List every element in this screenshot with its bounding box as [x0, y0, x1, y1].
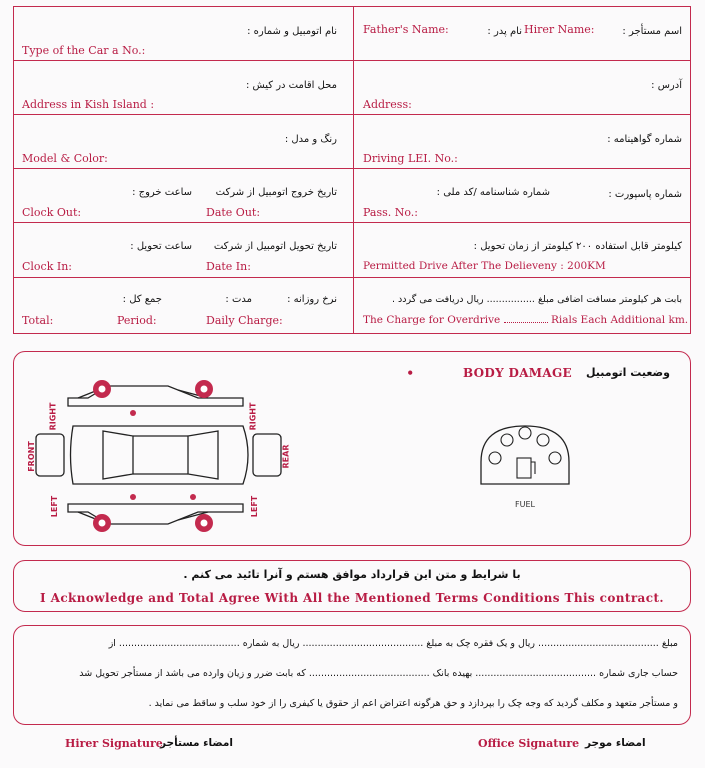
date-in-label-fa: تاریخ تحویل اتومبیل از شرکت — [213, 241, 337, 252]
fuel-label: FUEL — [515, 500, 535, 509]
clock-in-label-fa: ساعت تحویل : — [130, 241, 192, 252]
cheque-section — [13, 625, 691, 725]
clock-out-label-fa: ساعت خروج : — [132, 187, 192, 198]
daily-charge-label-fa: نرخ روزانه : — [287, 294, 337, 305]
fuel-gauge[interactable] — [477, 422, 573, 502]
acknowledge-section — [13, 560, 691, 612]
label-left-2: LEFT — [250, 495, 260, 518]
permitted-drive-label: Permitted Drive After The Delieveny : 200KM — [363, 260, 606, 272]
permitted-drive-label-fa: کیلومتر قابل استفاده ۲۰۰ کیلومتر از زمان تحویل : — [473, 241, 682, 252]
hirer-name-label: Hirer Name: — [524, 23, 595, 36]
license-label-fa: شماره گواهینامه : — [607, 134, 682, 145]
national-id-label-fa: شماره شناسنامه /کد ملی : — [436, 187, 550, 198]
father-name-label: Father's Name: — [363, 23, 449, 36]
date-in-label: Date In: — [206, 260, 251, 273]
model-color-label-fa: رنگ و مدل : — [284, 134, 337, 145]
car-rear-outline — [253, 434, 281, 476]
model-color-label: Model & Color: — [22, 152, 108, 165]
address-label: Address: — [363, 98, 412, 111]
kish-address-label-fa: محل اقامت در کیش : — [245, 80, 337, 91]
contract-info-grid — [13, 6, 691, 334]
date-out-label-fa: تاریخ خروج اتومبیل از شرکت — [215, 187, 337, 198]
daily-charge-label: Daily Charge: — [206, 314, 283, 327]
hirer-signature-label: Hirer Signature — [65, 737, 163, 750]
hirer-signature-label-fa: امضاء مستأجر — [160, 737, 233, 749]
address-label-fa: آدرس : — [651, 80, 682, 91]
cheque-line-3: و مستأجر متعهد و مکلف گردید که وجه چک را بپردازد و حق هرگونه اعتراض اعم از حقوق یا کیفری را از خود سلب و ساقط می نماید . — [148, 698, 678, 709]
clock-in-label: Clock In: — [22, 260, 73, 273]
overdrive-charge-label-fa: بابت هر کیلومتر مسافت اضافی مبلغ ................ ریال دریافت می گردد . — [392, 294, 682, 305]
car-type-label: Type of the Car a No.: — [22, 44, 146, 57]
passport-label: Pass. No.: — [363, 206, 419, 219]
acknowledge-text-fa: با شرایط و متن این قرارداد موافق هستم و آنرا تائید می کنم . — [183, 568, 521, 581]
body-damage-title: BODY DAMAGE — [463, 366, 572, 380]
car-type-label-fa: نام اتومبیل و شماره : — [247, 26, 337, 37]
license-label: Driving LEI. No.: — [363, 152, 458, 165]
damage-mark-2 — [130, 494, 136, 500]
office-signature-label: Office Signature — [478, 737, 580, 750]
bullet: • — [406, 366, 414, 380]
car-top-outline — [71, 426, 249, 484]
body-damage-title-fa: وضعیت اتومبیل — [585, 366, 670, 379]
total-label: Total: — [22, 314, 54, 327]
overdrive-charge-label: The Charge for Overdrive Rials Each Additional km. — [363, 314, 689, 326]
cheque-line-2: حساب جاری شماره ........................................ بهیده بانک ........................................ که بابت ضرر و زیان وارده می باشد از مستأجر تحویل شد — [79, 668, 678, 679]
damage-mark-1 — [130, 410, 136, 416]
clock-out-label: Clock Out: — [22, 206, 82, 219]
label-left-1: LEFT — [50, 495, 60, 518]
label-right-2: RIGHT — [248, 402, 258, 431]
car-front-outline — [36, 434, 64, 476]
label-right-1: RIGHT — [48, 402, 58, 431]
label-front: FRONT — [26, 441, 36, 472]
acknowledge-text: I Acknowledge and Total Agree With All the Mentioned Terms Conditions This contract. — [40, 591, 664, 605]
kish-address-label: Address in Kish Island : — [22, 98, 155, 111]
damage-mark-3 — [190, 494, 196, 500]
body-damage-section — [13, 351, 691, 546]
period-label-fa: مدت : — [225, 294, 252, 305]
passport-label-fa: شماره پاسپورت : — [608, 189, 682, 200]
period-label: Period: — [117, 314, 157, 327]
hirer-name-label-fa: اسم مستأجر : — [622, 26, 682, 37]
date-out-label: Date Out: — [206, 206, 261, 219]
cheque-line-1: مبلغ ........................................ ریال و یک فقره چک به مبلغ ........................................ ریال به شماره ........................................ از — [108, 638, 678, 649]
father-name-label-fa: نام پدر : — [487, 26, 522, 37]
label-rear: REAR — [281, 444, 291, 469]
office-signature-label-fa: امضاء موجر — [585, 737, 646, 749]
total-label-fa: جمع کل : — [122, 294, 162, 305]
